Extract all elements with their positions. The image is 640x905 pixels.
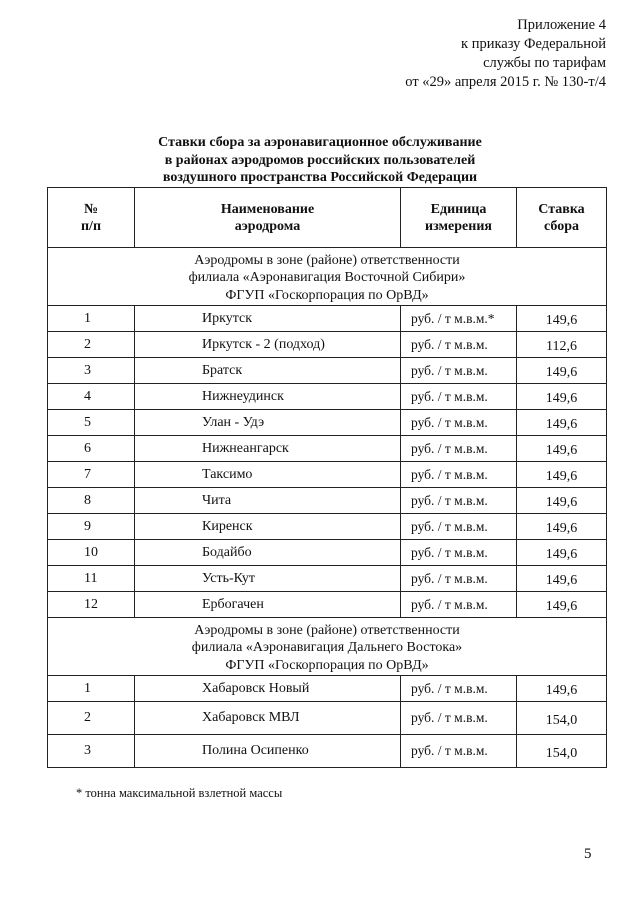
unit-of-measure: руб. / т м.в.м. [401,540,517,566]
unit-of-measure: руб. / т м.в.м. [401,410,517,436]
header-num: № п/п [48,188,135,248]
row-number: 1 [48,306,135,332]
aerodrome-name: Чита [135,488,401,514]
table-row [48,566,607,592]
rate-value: 154,0 [517,702,607,735]
rate-value: 149,6 [517,462,607,488]
section-header-row [48,618,607,676]
rates-table [47,187,607,768]
table-row [48,702,607,735]
title-line-3: воздушного пространства Российской Федерации [162,170,478,185]
title-line-2: в районах аэродромов российских пользователей [164,152,476,168]
table-row [48,436,607,462]
row-number: 8 [48,488,135,514]
row-number: 9 [48,514,135,540]
rate-value: 149,6 [517,676,607,702]
agency-line: службы по тарифам [483,55,606,71]
aerodrome-name: Иркутск - 2 (подход) [135,332,401,358]
table-row [48,306,607,332]
unit-of-measure: руб. / т м.в.м. [401,332,517,358]
unit-of-measure: руб. / т м.в.м.* [401,306,517,332]
table-row [48,462,607,488]
section-title-line2: филиала «Аэронавигация Восточной Сибири» [188,270,466,286]
unit-of-measure: руб. / т м.в.м. [401,462,517,488]
table-row [48,540,607,566]
header-unit: Единица измерения [401,188,517,248]
aerodrome-name: Полина Осипенко [135,735,401,768]
unit-of-measure: руб. / т м.в.м. [401,592,517,618]
row-number: 6 [48,436,135,462]
appendix-header [306,16,606,92]
unit-of-measure: руб. / т м.в.м. [401,566,517,592]
section-title-line2: филиала «Аэронавигация Дальнего Востока» [191,640,463,656]
unit-of-measure: руб. / т м.в.м. [401,384,517,410]
row-number: 7 [48,462,135,488]
table-row [48,592,607,618]
rate-value: 149,6 [517,488,607,514]
aerodrome-name: Нижнеангарск [135,436,401,462]
aerodrome-name: Хабаровск МВЛ [135,702,401,735]
row-number: 2 [48,332,135,358]
rate-value: 149,6 [517,436,607,462]
aerodrome-name: Иркутск [135,306,401,332]
rate-value: 149,6 [517,306,607,332]
row-number: 5 [48,410,135,436]
section-title-line3: ФГУП «Госкорпорация по ОрВД» [225,657,429,673]
section-title-line3: ФГУП «Госкорпорация по ОрВД» [225,287,429,303]
order-ref-line: к приказу Федеральной [461,36,606,52]
section-title-line1: Аэродромы в зоне (районе) ответственности [194,252,460,268]
row-number: 11 [48,566,135,592]
row-number: 4 [48,384,135,410]
aerodrome-name: Таксимо [135,462,401,488]
row-number: 1 [48,676,135,702]
rate-value: 112,6 [517,332,607,358]
rate-value: 149,6 [517,384,607,410]
unit-of-measure: руб. / т м.в.м. [401,676,517,702]
rate-value: 149,6 [517,540,607,566]
rate-value: 149,6 [517,566,607,592]
aerodrome-name: Нижнеудинск [135,384,401,410]
table-row [48,488,607,514]
section-title [48,248,607,306]
title-line-1: Ставки сбора за аэронавигационное обслуживание [158,135,482,150]
header-name: Наименование аэродрома [135,188,401,248]
section-title-line1: Аэродромы в зоне (районе) ответственности [194,622,460,638]
table-row [48,735,607,768]
row-number: 3 [48,358,135,384]
document-title [100,134,540,187]
aerodrome-name: Братск [135,358,401,384]
table-row [48,676,607,702]
unit-of-measure: руб. / т м.в.м. [401,488,517,514]
header-rate: Ставка сбора [517,188,607,248]
unit-of-measure: руб. / т м.в.м. [401,514,517,540]
unit-of-measure: руб. / т м.в.м. [401,436,517,462]
rate-value: 154,0 [517,735,607,768]
row-number: 12 [48,592,135,618]
rate-value: 149,6 [517,514,607,540]
row-number: 10 [48,540,135,566]
table-row [48,410,607,436]
footnote: * тонна максимальной взлетной массы [76,786,283,800]
row-number: 2 [48,702,135,735]
rate-value: 149,6 [517,358,607,384]
aerodrome-name: Усть-Кут [135,566,401,592]
aerodrome-name: Улан - Удэ [135,410,401,436]
unit-of-measure: руб. / т м.в.м. [401,702,517,735]
rate-value: 149,6 [517,410,607,436]
section-header-row [48,248,607,306]
order-date-line: от «29» апреля 2015 г. № 130-т/4 [405,74,606,90]
page-number: 5 [584,846,592,862]
table-header-row [48,188,607,248]
aerodrome-name: Бодайбо [135,540,401,566]
table-row [48,514,607,540]
rate-value: 149,6 [517,592,607,618]
section-title [48,618,607,676]
aerodrome-name: Ербогачен [135,592,401,618]
table-row [48,332,607,358]
table-row [48,384,607,410]
appendix-label: Приложение 4 [517,17,606,33]
aerodrome-name: Хабаровск Новый [135,676,401,702]
unit-of-measure: руб. / т м.в.м. [401,735,517,768]
table-row [48,358,607,384]
unit-of-measure: руб. / т м.в.м. [401,358,517,384]
row-number: 3 [48,735,135,768]
aerodrome-name: Киренск [135,514,401,540]
